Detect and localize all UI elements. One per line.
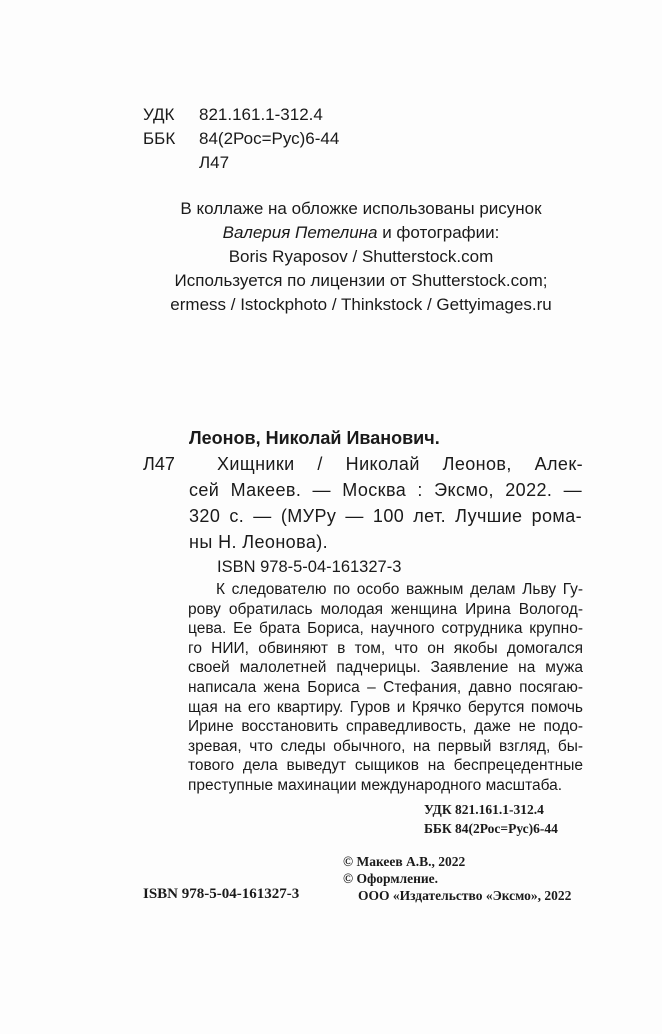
credits-line-4: Используется по лицензии от Shutterstock.com;	[174, 271, 548, 290]
credits-line-3: Boris Ryaposov / Shutterstock.com	[228, 247, 494, 266]
annotation-line: тового дела выведут сыщиков на беспрецедентные	[188, 757, 583, 775]
isbn-bottom: ISBN 978-5-04-161327-3	[143, 886, 300, 902]
annotation	[188, 580, 583, 796]
credits-line-5: ermess / Istockphoto / Thinkstock / Gettyimages.ru	[170, 295, 552, 314]
annotation-line: Ирине восстановить справедливость, даже не подо-	[188, 718, 583, 736]
udk-value: 821.161.1-312.4	[199, 105, 323, 124]
author-mark-top: Л47	[199, 153, 230, 172]
biblio-line-1: Хищники / Николай Леонов, Алек-	[217, 454, 583, 474]
credits-line-1: В коллаже на обложке использованы рисунок	[180, 199, 542, 218]
annotation-line: рову обратилась молодая женщина Ирина Вологод-	[188, 600, 583, 618]
credits-line-2-rest: и фотографии:	[377, 223, 500, 242]
udk-label: УДК	[143, 105, 175, 124]
biblio-line-2: сей Макеев. — Москва : Эксмо, 2022. —	[189, 480, 582, 500]
biblio-line-3: 320 с. — (МУРу — 100 лет. Лучшие рома-	[189, 506, 582, 526]
udk-code: УДК 821.161.1-312.4	[424, 802, 544, 817]
annotation-line: го НИИ, обвиняют в том, что он якобы домогался	[188, 639, 583, 657]
annotation-line: К следователю по особо важным делам Льву Гу-	[216, 581, 583, 598]
annotation-line: зревая, что следы обычного, на первый взгляд, бы-	[188, 737, 583, 755]
annotation-line: своей малолетней падчерицы. Заявление на мужа	[188, 659, 583, 677]
annotation-line: щая на его квартиру. Гуров и Крячко берутся помочь	[188, 698, 583, 716]
annotation-line: преступные махинации международного масштаба.	[188, 776, 563, 794]
illustrator-name: Валерия Петелина	[222, 223, 378, 242]
copyright-design: © Оформление.	[343, 871, 439, 886]
annotation-line: цева. Ее брата Бориса, научного сотрудника крупно-	[188, 620, 583, 638]
biblio-line-4: ны Н. Леонова).	[189, 532, 329, 552]
bbk-code: ББК 84(2Рос=Рус)6-44	[424, 821, 558, 836]
credits-line-2	[100, 221, 622, 245]
bbk-label: ББК	[143, 129, 176, 148]
author-heading: Леонов, Николай Иванович.	[189, 428, 440, 448]
author-mark: Л47	[143, 454, 175, 474]
annotation-line: написала жена Бориса – Стефания, давно посягаю-	[188, 678, 583, 696]
isbn-biblio: ISBN 978-5-04-161327-3	[217, 558, 402, 576]
bbk-value: 84(2Рос=Рус)6-44	[199, 129, 340, 148]
copyright-publisher: ООО «Издательство «Эксмо», 2022	[358, 888, 572, 903]
copyright-author: © Макеев А.В., 2022	[343, 854, 466, 869]
